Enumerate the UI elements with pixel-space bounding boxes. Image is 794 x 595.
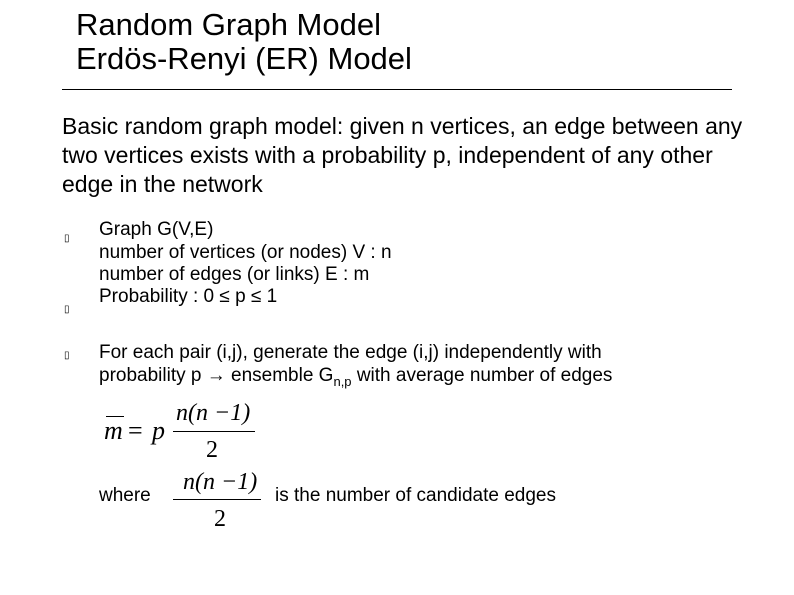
formula-fraction-bar — [173, 431, 255, 432]
where-fraction-bar — [173, 499, 261, 500]
slide-title — [76, 8, 412, 76]
graph-line: Graph G(V,E) — [99, 219, 214, 240]
bullet-icon: ▯ — [64, 350, 70, 361]
candidate-edges-text: is the number of candidate edges — [275, 485, 556, 506]
bullet-edge-generation — [99, 342, 779, 393]
ensemble-text: ensemble G — [225, 364, 334, 386]
bullet-icon: ▯ — [64, 233, 70, 244]
edge-generation-line-1: For each pair (i,j), generate the edge (i,j) independently with — [99, 342, 602, 363]
vertices-line: number of vertices (or nodes) V : n — [99, 241, 392, 263]
formula-denominator: 2 — [206, 437, 218, 463]
intro-paragraph: Basic random graph model: given n vertices, an edge between any two vertices exists with a probability p, independent of any other edge in the network — [62, 113, 743, 197]
title-line-2: Erdös-Renyi (ER) Model — [76, 41, 412, 76]
bullet-icon: ▯ — [64, 304, 70, 315]
title-divider — [62, 89, 732, 90]
formula-p: p — [152, 416, 165, 445]
formula-numerator: n(n −1) — [176, 400, 251, 426]
where-label: where — [99, 485, 151, 506]
title-line-1: Random Graph Model — [76, 7, 381, 42]
bullet-probability: Probability : 0 ≤ p ≤ 1 — [99, 286, 278, 307]
edges-line: number of edges (or links) E : m — [99, 264, 370, 285]
formula-lhs: m — [104, 416, 123, 445]
edge-generation-line-2 — [99, 365, 779, 393]
average-edges-text: with average number of edges — [351, 364, 613, 386]
ensemble-subscript: n,p — [333, 373, 352, 389]
probability-text: probability p — [99, 364, 207, 386]
formula-equals: = — [128, 416, 143, 445]
arrow-icon: → — [206, 364, 226, 386]
bullet-graph-definition — [99, 219, 392, 287]
where-denominator: 2 — [214, 506, 226, 532]
where-numerator: n(n −1) — [183, 469, 258, 495]
